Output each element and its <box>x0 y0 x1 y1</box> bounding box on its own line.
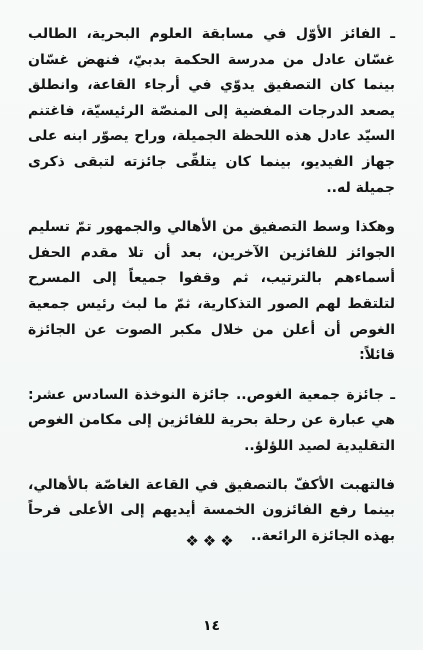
page-body <box>28 22 395 563</box>
paragraph-winner-announcement: ـ الفائز الأوّل في مسابقة العلوم البحرية، الطالب غسّان عادل من مدرسة الحكمة بدبيّ، فنهض غسّان بينما كان التصفيق يدوّي في أرجاء القاعة، وانطلق يصعد الدرجات المفضية إلى المنصّة الرئيسيّة، فاغتنم السيّد عادل هذه اللحظة الجميلة، وراح يصوّر ابنه على جهاز الفيديو، بينما كان يتلقّى جائزته لتبقى ذكرى جميلة له.. <box>28 26 395 196</box>
paragraph-applause: فالتهبت الأكفّ بالتصفيق في القاعة الغاصّة بالأهالي، بينما رفع الفائزون الخمسة أيديهم إلى الأعلى فرحاً بهذه الجائزة الرائعة.. <box>28 476 395 544</box>
paragraph-diving-prize: ـ جائزة جمعية الغوص.. جائزة النوخذة السادس عشر: هي عبارة عن رحلة بحرية للفائزين إلى مكامن الغوص التقليدية لصيد اللؤلؤ.. <box>28 386 395 454</box>
section-ornament: ❖❖❖ <box>185 532 238 550</box>
page-number: ١٤ <box>202 618 221 634</box>
paragraph-awards-ceremony: وهكذا وسط التصفيق من الأهالي والجمهور تمّ تسليم الجوائز للفائزين الآخرين، بعد أن تلا مقدم الحفل أسماءهم بالترتيب، ثم وقفوا جميعاً إلى المسرح لتلتقط لهم الصور التذكارية، ثمّ ما لبث رئيس جمعية الغوص أن أعلن من خلال مكبر الصوت عن الجائزة قائلاً: <box>28 219 395 364</box>
